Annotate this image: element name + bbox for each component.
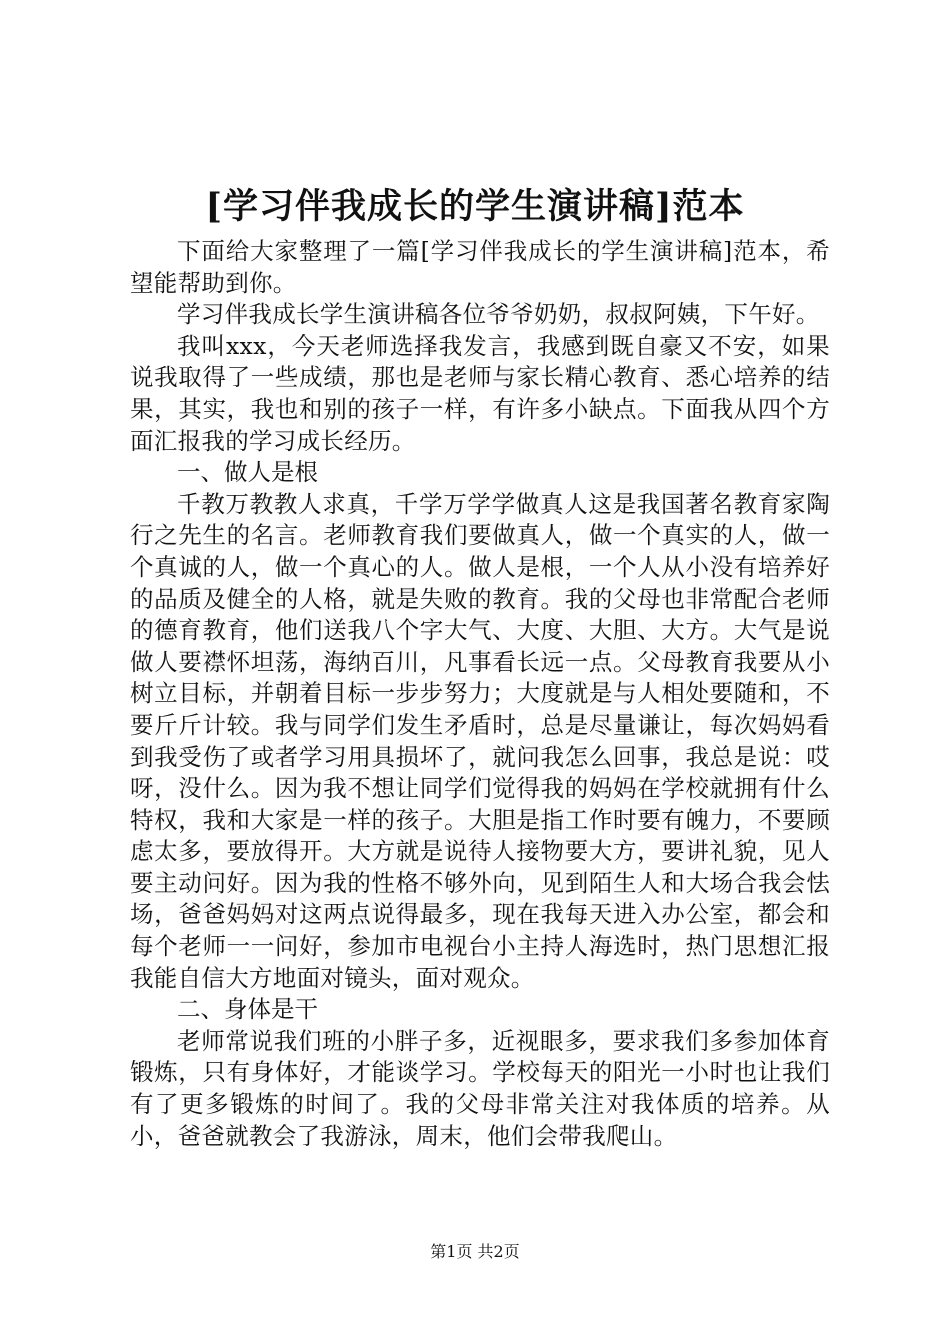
section-heading-2: 二、身体是干 [177,995,318,1024]
self-introduction-paragraph: 我叫xxx，今天老师选择我发言，我感到既自豪又不安，如果说我取得了一些成绩，那也是老师与家长精心教育、悉心培养的结果，其实，我也和别的孩子一样，有许多小缺点。下面我从四个方面汇报我的学习成长经历。 [130,331,830,455]
document-title: [学习伴我成长的学生演讲稿]范本 [205,186,745,227]
greeting-paragraph: 学习伴我成长学生演讲稿各位爷爷奶奶，叔叔阿姨，下午好。 [177,300,820,329]
document-body [130,236,830,1152]
section-1-paragraph: 千教万教教人求真，千学万学学做真人这是我国著名教育家陶行之先生的名言。老师教育我们要做真人，做一个真实的人，做一个真诚的人，做一个真心的人。做人是根，一个人从小没有培养好的品质及健全的人格，就是失败的教育。我的父母也非常配合老师的德育教育，他们送我八个字大气、大度、大胆、大方。大气是说做人要襟怀坦荡，海纳百川，凡事看长远一点。父母教育我要从小树立目标，并朝着目标一步步努力；大度就是与人相处要随和，不要斤斤计较。我与同学们发生矛盾时，总是尽量谦让，每次妈妈看到我受伤了或者学习用具损坏了，就问我怎么回事，我总是说：哎呀，没什么。因为我不想让同学们觉得我的妈妈在学校就拥有什么特权，我和大家是一样的孩子。大胆是指工作时要有魄力，不要顾虑太多，要放得开。大方就是说待人接物要大方，要讲礼貌，见人要主动问好。因为我的性格不够外向，见到陌生人和大场合我会怯场，爸爸妈妈对这两点说得最多，现在我每天进入办公室，都会和每个老师一一问好，参加市电视台小主持人海选时，热门思想汇报我能自信大方地面对镜头，面对观众。 [130,489,830,992]
intro-paragraph: 下面给大家整理了一篇[学习伴我成长的学生演讲稿]范本，希望能帮助到你。 [130,237,830,297]
section-2-paragraph: 老师常说我们班的小胖子多，近视眼多，要求我们多参加体育锻炼，只有身体好，才能谈学习。学校每天的阳光一小时也让我们有了更多锻炼的时间了。我的父母非常关注对我体质的培养。从小，爸爸就教会了我游泳，周末，他们会带我爬山。 [130,1026,830,1150]
section-heading-1: 一、做人是根 [177,458,318,487]
page-number-footer: 第1页 共2页 [430,1242,520,1261]
